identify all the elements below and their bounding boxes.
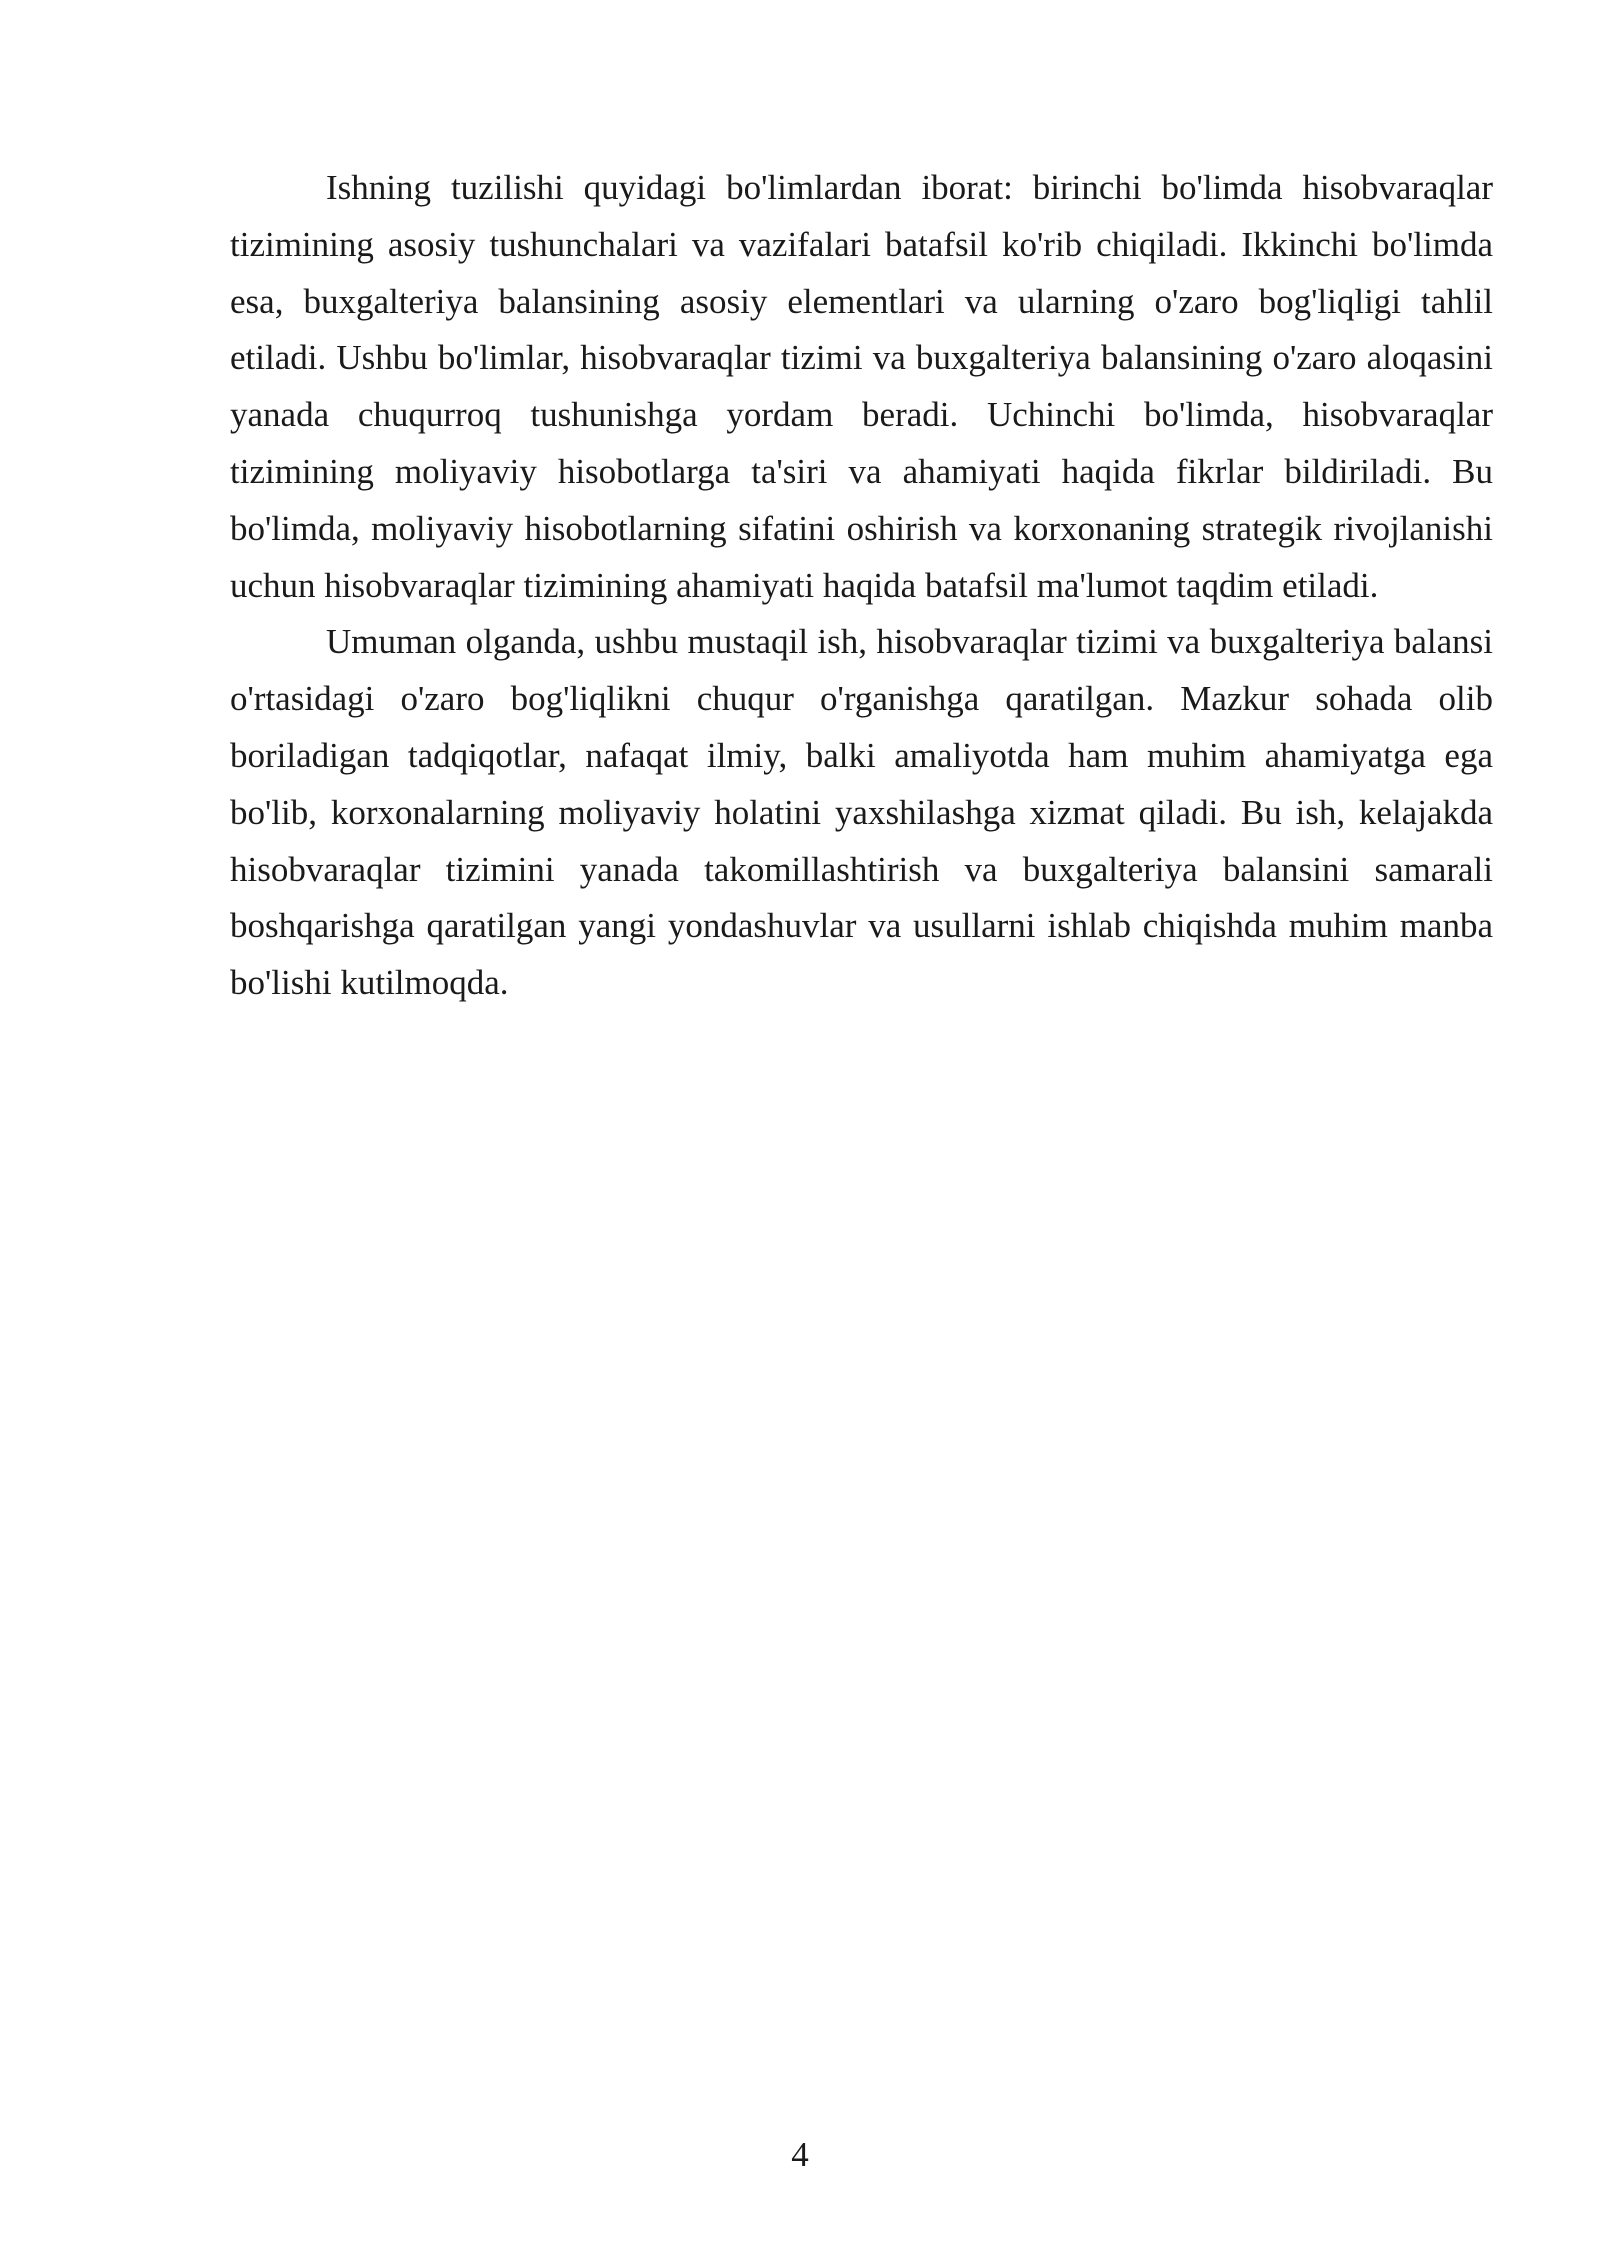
paragraph-structure: Ishning tuzilishi quyidagi bo'limlardan iborat: birinchi bo'limda hisobvaraqlar tizimining asosiy tushunchalari va vazifalari batafsil ko'rib chiqiladi. Ikkinchi bo'limda esa, buxgalteriya balansining asosiy elementlari va ularning o'zaro bog'liqligi tahlil etiladi. Ushbu bo'limlar, hisobvaraqlar tizimi va buxgalteriya balansining o'zaro aloqasini yanada chuqurroq tushunishga yordam beradi. Uchinchi bo'limda, hisobvaraqlar tizimining moliyaviy hisobotlarga ta'siri va ahamiyati haqida fikrlar bildiriladi. Bu bo'limda, moliyaviy hisobotlarning sifatini oshirish va korxonaning strategik rivojlanishi uchun hisobvaraqlar tizimining ahamiyati haqida batafsil ma'lumot taqdim etiladi. (230, 168, 1493, 605)
body-text (230, 160, 1493, 1012)
paragraph-conclusion: Umuman olganda, ushbu mustaqil ish, hisobvaraqlar tizimi va buxgalteriya balansi o'rtasidagi o'zaro bog'liqlikni chuqur o'rganishga qaratilgan. Mazkur sohada olib boriladigan tadqiqotlar, nafaqat ilmiy, balki amaliyotda ham muhim ahamiyatga ega bo'lib, korxonalarning moliyaviy holatini yaxshilashga xizmat qiladi. Bu ish, kelajakda hisobvaraqlar tizimini yanada takomillashtirish va buxgalteriya balansini samarali boshqarishga qaratilgan yangi yondashuvlar va usullarni ishlab chiqishda muhim manba bo'lishi kutilmoqda. (230, 622, 1493, 1003)
page-number: 4 (791, 2135, 809, 2174)
